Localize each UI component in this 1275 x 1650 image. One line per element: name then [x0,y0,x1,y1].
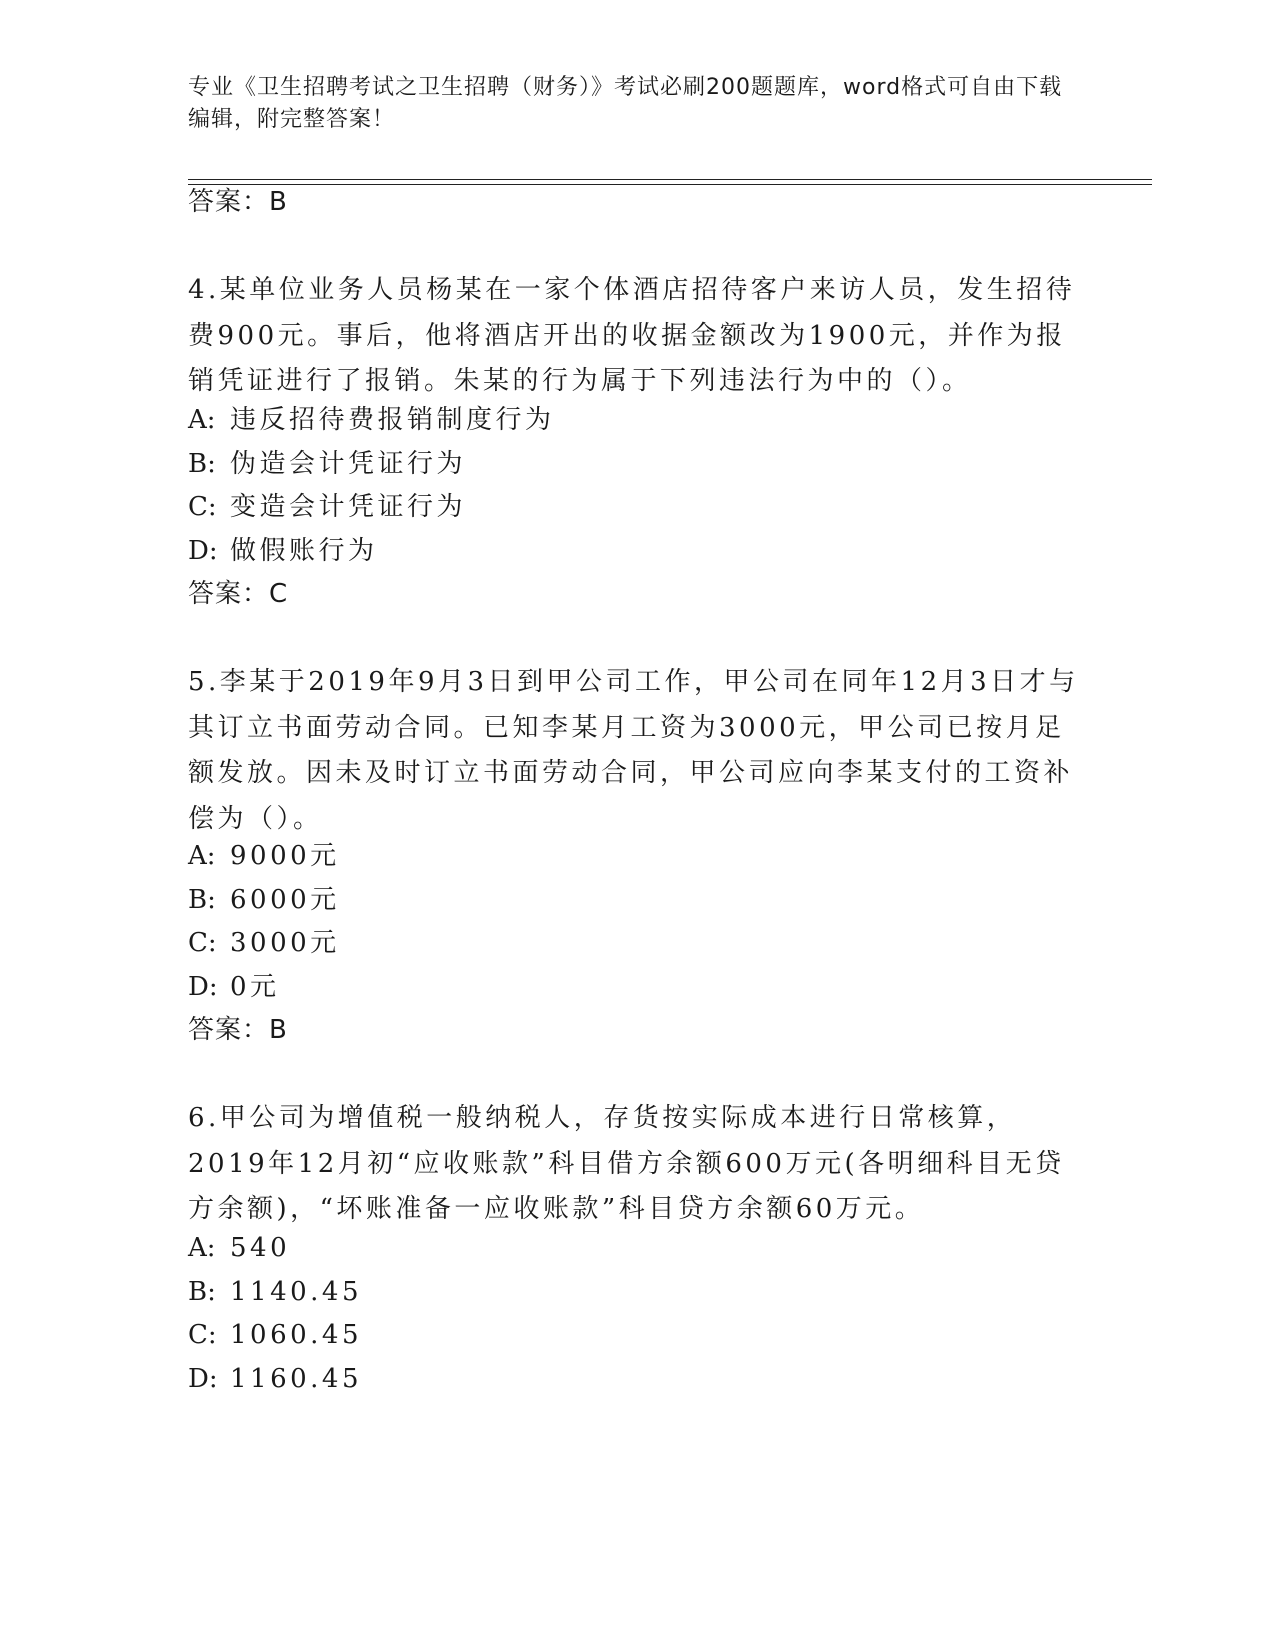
answer-previous: 答案：B [188,187,288,217]
option-label: C: [188,492,217,522]
option-label: B: [188,1277,216,1307]
document-header: 专业《卫生招聘考试之卫生招聘（财务）》考试必刷200题题库，word格式可自由下载编辑，附完整答案！ [188,75,1063,132]
option-text: 做假账行为 [230,536,378,566]
question-5-option-d [188,971,280,1003]
option-text: 3000元 [230,928,340,958]
option-label: A: [188,841,216,871]
question-4-option-b [188,448,466,480]
option-text: 1060.45 [230,1320,363,1350]
question-5-stem: 5.李某于2019年9月3日到甲公司工作，甲公司在同年12月3日才与其订立书面劳动合同。已知李某月工资为3000元，甲公司已按月足额发放。因未及时订立书面劳动合同，甲公司应向李某支付的工资补偿为（）。 [188,667,1079,834]
option-label: A: [188,405,216,435]
option-label: D: [188,536,218,566]
question-6-stem: 6.甲公司为增值税一般纳税人，存货按实际成本进行日常核算，2019年12月初“应收账款”科目借方余额600万元(各明细科目无贷方余额)，“坏账准备一应收账款”科目贷方余额60万元。 [188,1103,1065,1224]
option-text: 9000元 [230,841,340,871]
option-label: B: [188,885,216,915]
option-label: C: [188,1320,217,1350]
option-label: A: [188,1233,216,1263]
question-5-option-a [188,840,340,872]
option-text: 违反招待费报销制度行为 [230,405,555,435]
option-text: 变造会计凭证行为 [230,492,467,522]
option-label: B: [188,449,216,479]
option-text: 伪造会计凭证行为 [230,449,467,479]
option-text: 0元 [230,972,280,1002]
option-label: C: [188,928,217,958]
option-text: 6000元 [230,885,340,915]
question-4-option-c [188,491,466,523]
header-divider-top [188,179,1152,180]
question-6-option-a [188,1232,290,1264]
option-label: D: [188,972,218,1002]
option-label: D: [188,1364,218,1394]
question-4-stem: 4.某单位业务人员杨某在一家个体酒店招待客户来访人员，发生招待费900元。事后，他将酒店开出的收据金额改为1900元，并作为报销凭证进行了报销。朱某的行为属于下列违法行为中的（）。 [188,275,1076,396]
option-text: 540 [230,1233,291,1263]
question-6-option-d [188,1363,362,1395]
question-6-option-c [188,1319,362,1351]
question-5-option-c [188,927,340,959]
header-divider-bottom [188,184,1152,185]
question-5-answer: 答案：B [188,1015,288,1045]
question-5-option-b [188,884,340,916]
option-text: 1140.45 [230,1277,363,1307]
question-4-option-a [188,404,555,436]
option-text: 1160.45 [230,1364,363,1394]
question-4-option-d [188,535,378,567]
question-4-answer: 答案：C [188,579,289,609]
question-6-option-b [188,1276,362,1308]
